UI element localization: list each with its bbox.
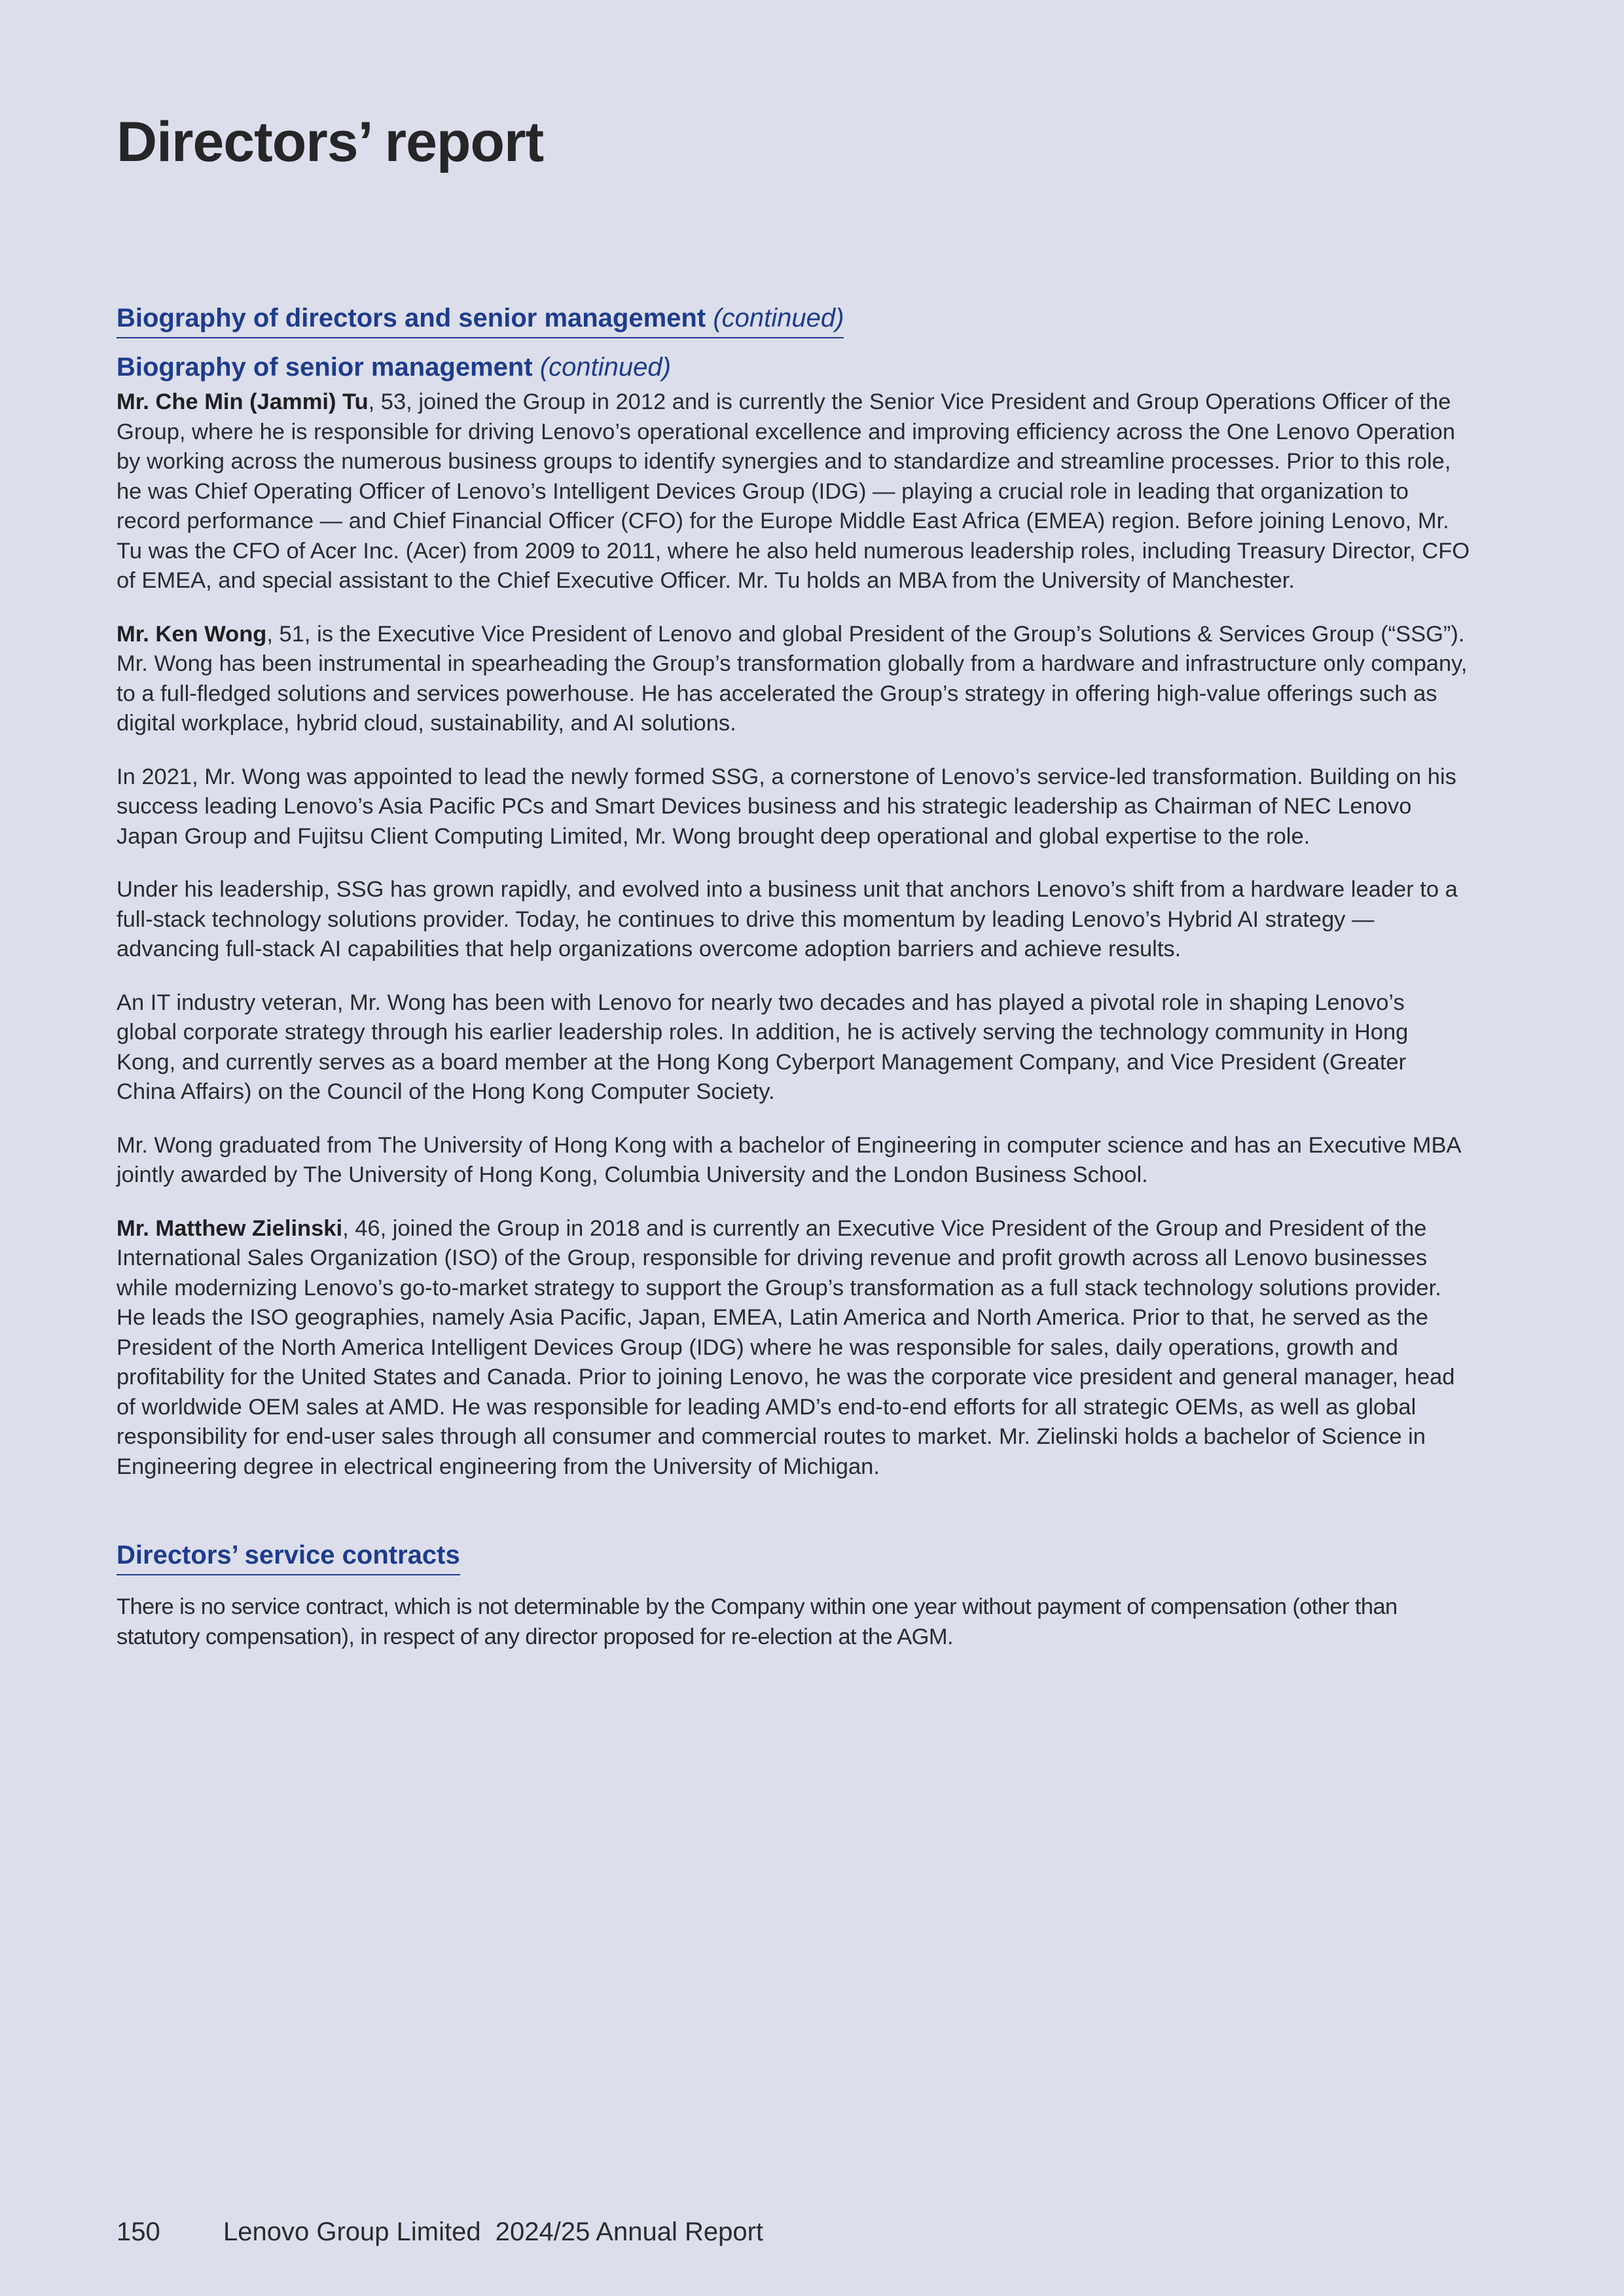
bio-tu xyxy=(117,387,1470,596)
subheading-senior-management xyxy=(117,353,1470,382)
section-heading-text: Biography of directors and senior management xyxy=(117,304,706,332)
section-heading-suffix: (continued) xyxy=(713,304,844,332)
service-contracts-text: There is no service contract, which is not determinable by the Company within one year without payment of compensation (other than statutory compensation), in respect of any director proposed for re-election at the AGM. xyxy=(117,1594,1398,1649)
section-heading-service-contracts: Directors’ service contracts xyxy=(117,1541,460,1575)
bio-name-wong: Mr. Ken Wong xyxy=(117,621,267,647)
page-footer xyxy=(117,2217,763,2247)
bio-name-tu: Mr. Che Min (Jammi) Tu xyxy=(117,389,369,414)
section-heading-biography xyxy=(117,304,844,338)
main-content xyxy=(117,304,1470,1676)
bio-wong xyxy=(117,620,1470,739)
bio-text-tu: , 53, joined the Group in 2012 and is currently the Senior Vice President and Group Operations Officer of the Group, where he is responsible for driving Lenovo’s operational excellence and improving efficiency across the One Lenovo Operation by working across the numerous business groups to identify synergies and to standardize and streamline processes. Prior to this role, he was Chief Operating Officer of Lenovo’s Intelligent Devices Group (IDG) — playing a crucial role in leading that organization to record performance — and Chief Financial Officer (CFO) for the Europe Middle East Africa (EMEA) region. Before joining Lenovo, Mr. Tu was the CFO of Acer Inc. (Acer) from 2009 to 2011, where he also held numerous leadership roles, including Treasury Director, CFO of EMEA, and special assistant to the Chief Executive Officer. Mr. Tu holds an MBA from the University of Manchester. xyxy=(117,389,1470,593)
subheading-text: Biography of senior management xyxy=(117,353,533,382)
bio-zielinski xyxy=(117,1214,1470,1482)
bio-wong-paragraph-2: In 2021, Mr. Wong was appointed to lead the newly formed SSG, a cornerstone of Lenovo’s service-led transformation. Building on his success leading Lenovo’s Asia Pacific PCs and Smart Devices business and his strategic leadership as Chairman of NEC Lenovo Japan Group and Fujitsu Client Computing Limited, Mr. Wong brought deep operational and global expertise to the role. xyxy=(117,764,1456,849)
bio-text-zielinski: , 46, joined the Group in 2018 and is currently an Executive Vice President of the Group and President of the International Sales Organization (ISO) of the Group, responsible for driving revenue and profit growth across all Lenovo businesses while modernizing Lenovo’s go-to-market strategy to support the Group’s transformation as a full stack technology solutions provider. He leads the ISO geographies, namely Asia Pacific, Japan, EMEA, Latin America and North America. Prior to that, he served as the President of the North America Intelligent Devices Group (IDG) where he was responsible for sales, daily operations, growth and profitability for the United States and Canada. Prior to joining Lenovo, he was the corporate vice president and general manager, head of worldwide OEM sales at AMD. He was responsible for leading AMD’s end-to-end efforts for all strategic OEMs, as well as global responsibility for end-user sales through all consumer and commercial routes to market. Mr. Zielinski holds a bachelor of Science in Engineering degree in electrical engineering from the University of Michigan. xyxy=(117,1215,1455,1479)
page-number: 150 xyxy=(117,2217,160,2246)
bio-wong-paragraph-3: Under his leadership, SSG has grown rapidly, and evolved into a business unit that anchors Lenovo’s shift from a hardware leader to a full-stack technology solutions provider. Today, he continues to drive this momentum by leading Lenovo’s Hybrid AI strategy — advancing full-stack AI capabilities that help organizations overcome adoption barriers and achieve results. xyxy=(117,877,1458,961)
page-title: Directors’ report xyxy=(117,111,544,173)
bio-wong-paragraph-4: An IT industry veteran, Mr. Wong has been with Lenovo for nearly two decades and has played a pivotal role in shaping Lenovo’s global corporate strategy through his earlier leadership roles. In addition, he is actively serving the technology community in Hong Kong, and currently serves as a board member at the Hong Kong Cyberport Management Company, and Vice President (Greater China Affairs) on the Council of the Hong Kong Computer Society. xyxy=(117,990,1409,1104)
bio-wong-paragraph-5: Mr. Wong graduated from The University of Hong Kong with a bachelor of Engineering in computer science and has an Executive MBA jointly awarded by The University of Hong Kong, Columbia University and the London Business School. xyxy=(117,1132,1460,1187)
report-title: Lenovo Group Limited 2024/25 Annual Report xyxy=(223,2217,764,2246)
bio-text-wong: , 51, is the Executive Vice President of Lenovo and global President of the Group’s Solutions & Services Group (“SSG”). Mr. Wong has been instrumental in spearheading the Group’s transformation globally from a hardware and infrastructure only company, to a full-fledged solutions and services powerhouse. He has accelerated the Group’s strategy in offering high-value offerings such as digital workplace, hybrid cloud, sustainability, and AI solutions. xyxy=(117,621,1468,736)
subheading-suffix: (continued) xyxy=(539,353,671,382)
bio-name-zielinski: Mr. Matthew Zielinski xyxy=(117,1215,343,1241)
